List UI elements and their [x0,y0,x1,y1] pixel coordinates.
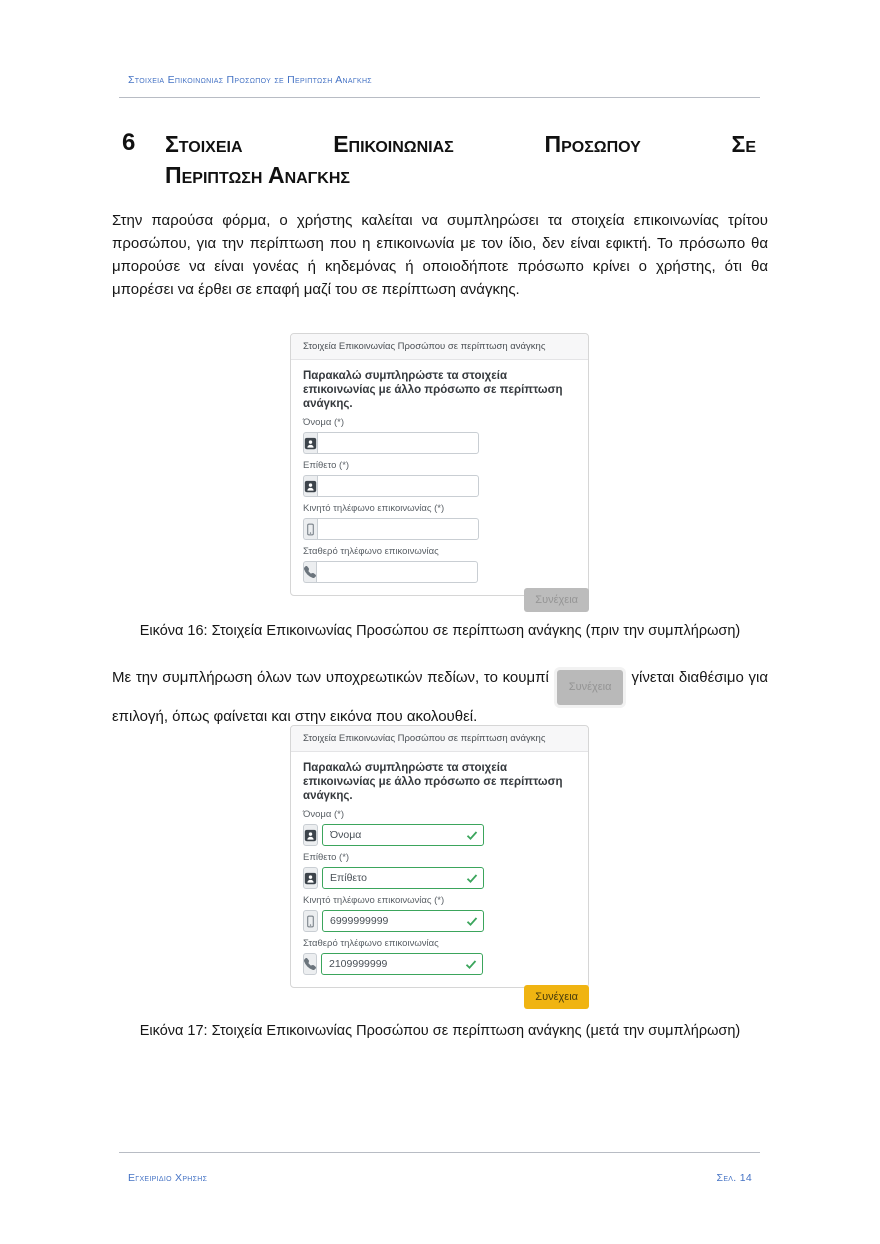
mobile-phone-icon [303,910,318,932]
surname-input-group [303,867,466,889]
footer-manual-label: Εγχειριδιο Χρησης [128,1172,208,1184]
between-paragraph [112,666,768,728]
section-title [165,129,756,191]
name-input-group [303,432,458,454]
section-title-line1: Στοιχεια Επικοινωνιας Προσωπου Σε [165,131,756,157]
continue-button[interactable]: Συνέχεια [524,985,589,1009]
mobile-input-group [303,910,466,932]
name-input[interactable] [322,824,484,846]
valid-check-icon [466,915,478,927]
person-badge-icon [303,432,317,454]
surname-input-group [303,475,458,497]
surname-input[interactable] [317,475,479,497]
name-field-label: Όνομα (*) [303,417,345,428]
person-badge-icon [303,867,318,889]
footer-page-number: Σελ. 14 [716,1172,752,1184]
form-card-body [291,360,588,595]
valid-check-icon [465,958,477,970]
form-intro-text: Παρακαλώ συμπληρώστε τα στοιχεία επικοινωνίας με άλλο πρόσωπο σε περίπτωση ανάγκης. [303,370,563,410]
header-rule [119,97,760,98]
person-badge-icon [303,475,317,497]
mobile-input-group [303,518,458,540]
intro-paragraph: Στην παρούσα φόρμα, ο χρήστης καλείται να συμπληρώσει τα στοιχεία επικοινωνίας τρίτου προσώπου, για την περίπτωση που η επικοινωνία με τον ίδιο, δεν είναι εφικτή. Το πρόσωπο θα μπορούσε να είναι γονέας ή κηδεμόνας ή οποιοδήποτε πρόσωπο κρίνει ο χρήστης, ότι θα μπορέσει να έρθει σε επαφή μαζί του σε περίπτωση ανάγκης. [112,212,768,298]
contact-form-card-filled [290,725,589,988]
section-number: 6 [122,129,136,156]
mobile-phone-icon [303,518,317,540]
continue-button-row-filled [290,985,589,1009]
continue-button-disabled: Συνέχεια [524,588,589,612]
landline-input-group [303,953,466,975]
form-intro-text: Παρακαλώ συμπληρώστε τα στοιχεία επικοινωνίας με άλλο πρόσωπο σε περίπτωση ανάγκης. [303,762,563,802]
continue-button-row-empty [290,588,589,612]
form-card-title: Στοιχεία Επικοινωνίας Προσώπου σε περίπτωση ανάγκης [291,334,588,360]
landline-phone-icon [303,953,317,975]
valid-check-icon [466,829,478,841]
landline-field-label: Σταθερό τηλέφωνο επικοινωνίας [303,938,439,949]
surname-field-label: Επίθετο (*) [303,852,350,863]
person-badge-icon [303,824,318,846]
section-title-line2: Περιπτωση Αναγκης [165,162,351,188]
landline-phone-input[interactable] [316,561,478,583]
figure16-caption: Εικόνα 16: Στοιχεία Επικοινωνίας Προσώπου σε περίπτωση ανάγκης (πριν την συμπλήρωση) [139,623,741,639]
form-card-body [291,752,588,987]
surname-field-label: Επίθετο (*) [303,460,350,471]
between-text-after: γίνεται διαθέσιμο για επιλογή, όπως φαίνεται και στην εικόνα που ακολουθεί. [112,669,768,725]
mobile-field-label: Κινητό τηλέφωνο επικοινωνίας (*) [303,503,445,514]
name-input[interactable] [317,432,479,454]
between-text-before: Με την συμπλήρωση όλων των υποχρεωτικών πεδίων, το κουμπί [112,669,549,686]
landline-phone-icon [303,561,316,583]
valid-check-icon [466,872,478,884]
inline-continue-button-image[interactable]: Συνέχεια [557,670,624,705]
mobile-field-label: Κινητό τηλέφωνο επικοινωνίας (*) [303,895,445,906]
mobile-phone-input[interactable] [322,910,484,932]
form-card-title: Στοιχεία Επικοινωνίας Προσώπου σε περίπτωση ανάγκης [291,726,588,752]
landline-field-label: Σταθερό τηλέφωνο επικοινωνίας [303,546,439,557]
surname-input[interactable] [322,867,484,889]
page-header-title: Στοιχεια Επικοινωνιας Προσωπου σε Περιπτωση Αναγκης [128,74,372,86]
figure17-caption: Εικόνα 17: Στοιχεία Επικοινωνίας Προσώπου σε περίπτωση ανάγκης (μετά την συμπλήρωση) [139,1023,741,1039]
contact-form-card-empty [290,333,589,596]
footer-rule [119,1152,760,1153]
mobile-phone-input[interactable] [317,518,479,540]
landline-phone-input[interactable] [321,953,483,975]
landline-input-group [303,561,458,583]
name-input-group [303,824,466,846]
name-field-label: Όνομα (*) [303,809,345,820]
